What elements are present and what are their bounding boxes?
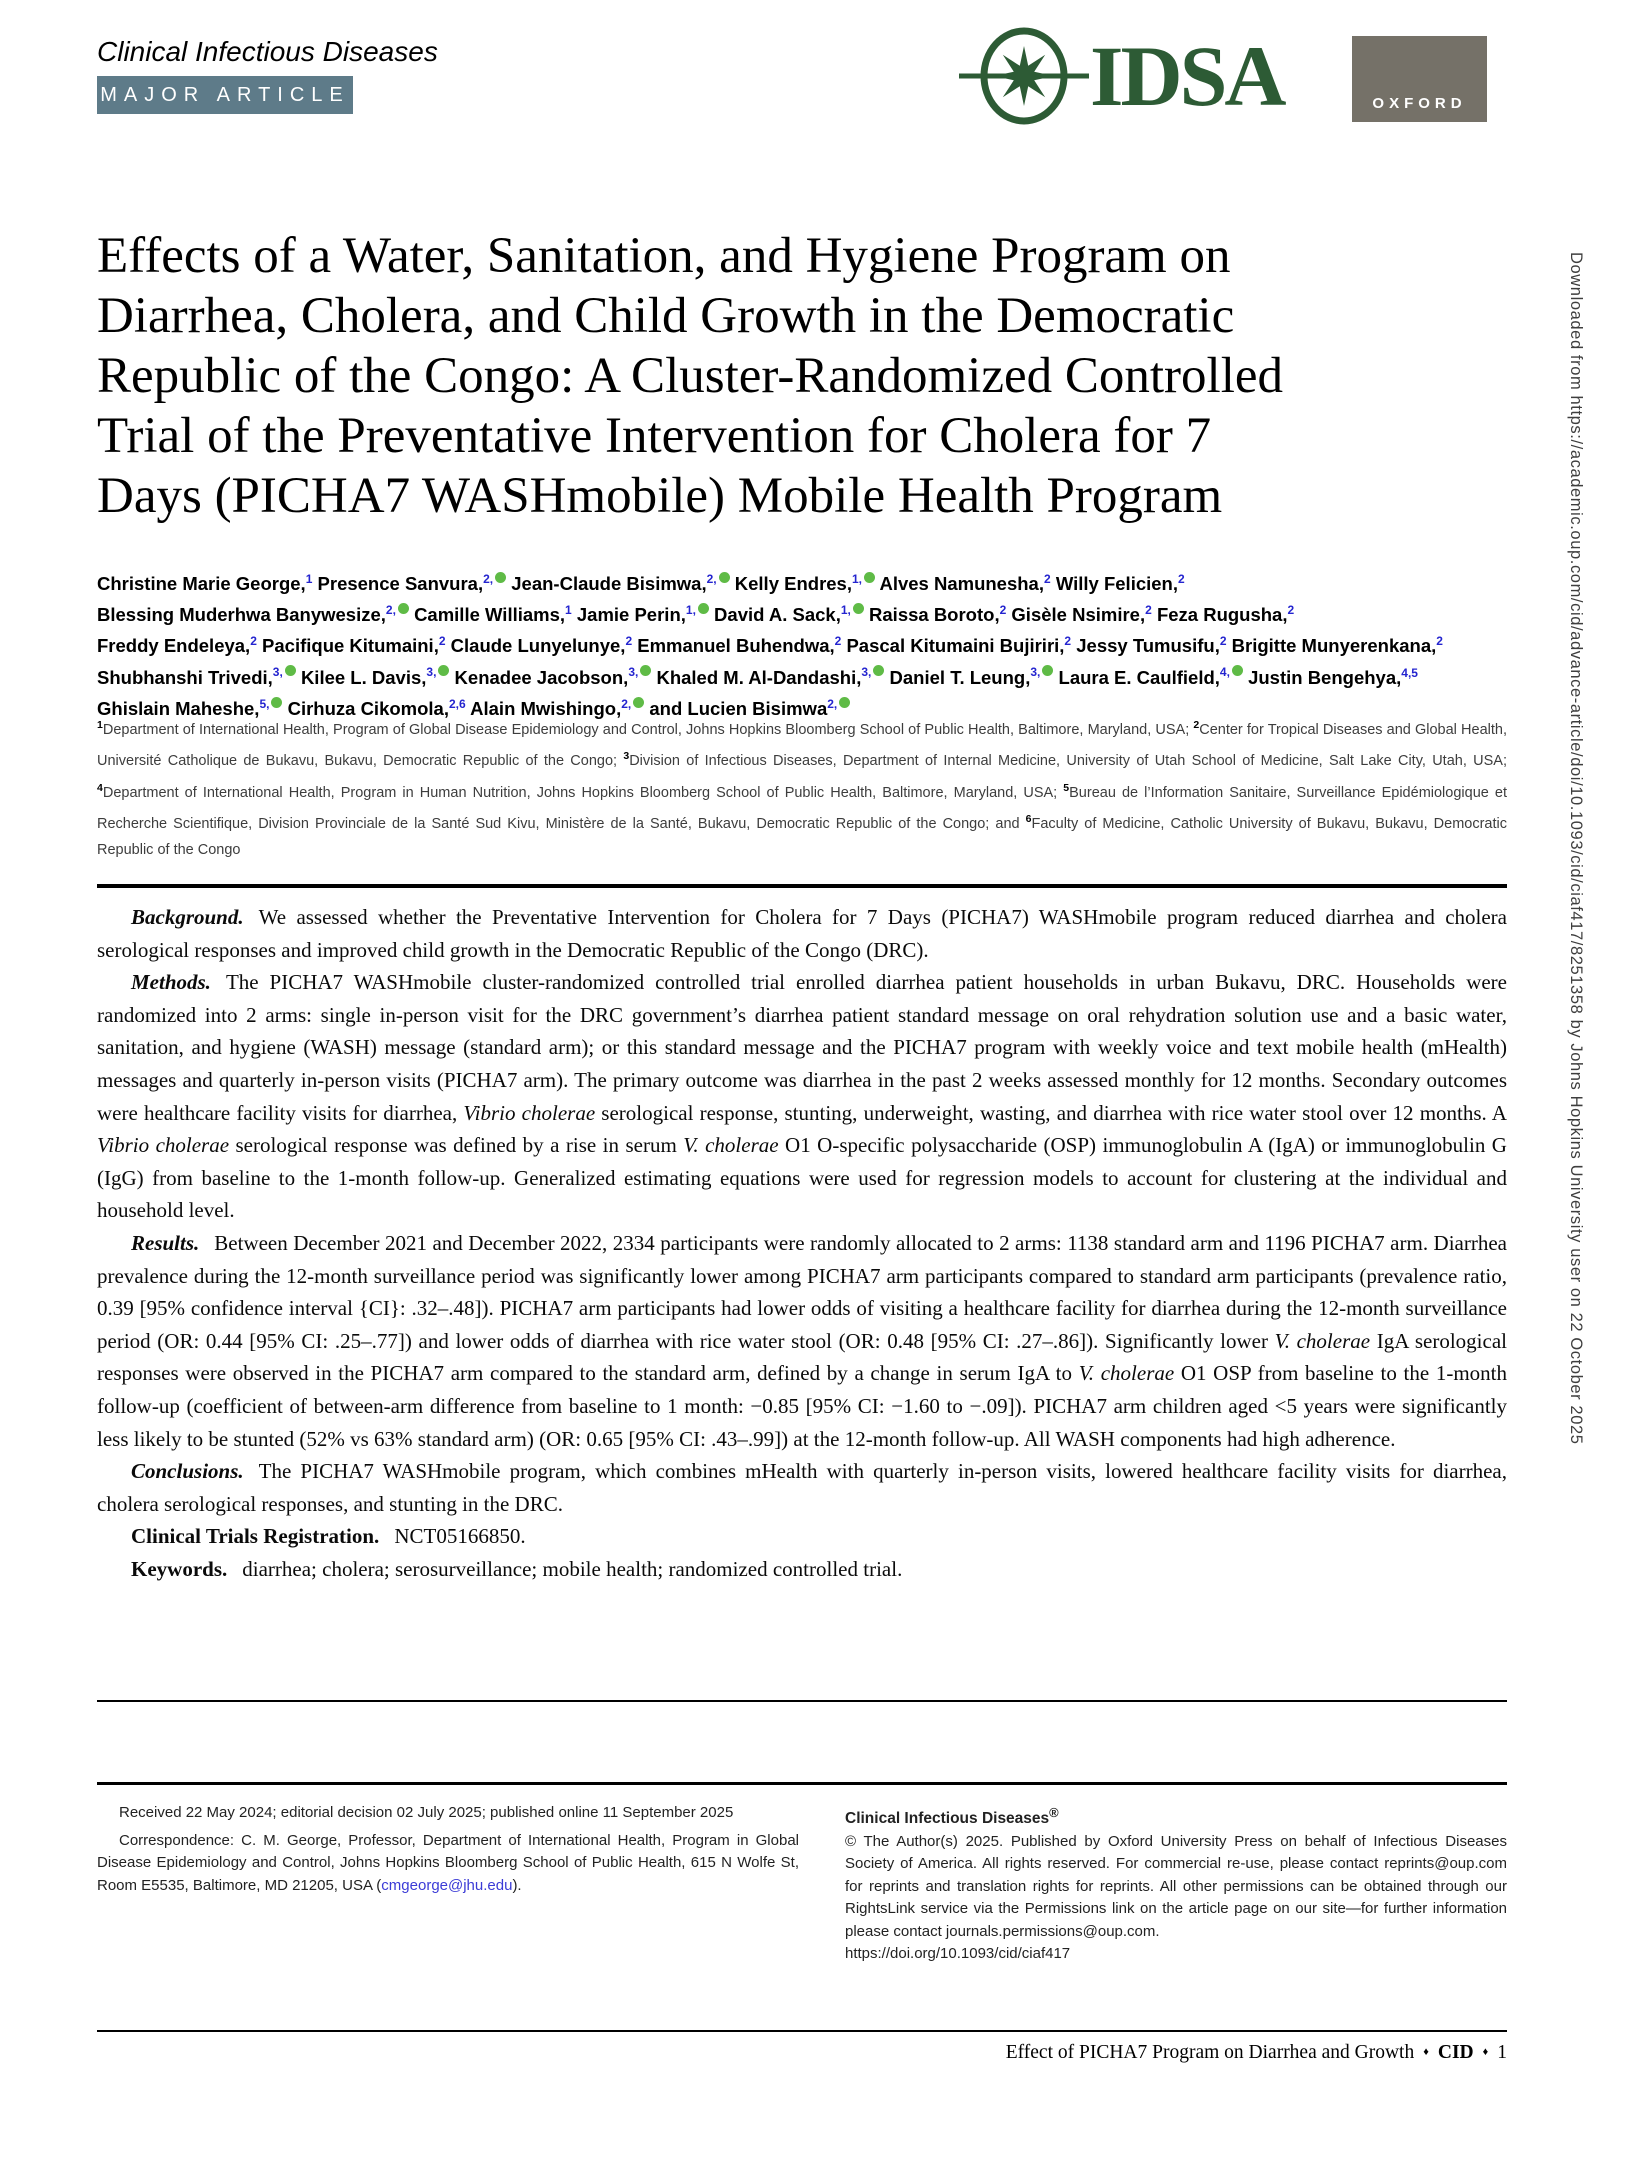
orcid-icon[interactable] <box>1232 665 1243 676</box>
idsa-logo <box>948 26 1284 126</box>
page-number: 1 <box>1497 2042 1507 2063</box>
author: Emmanuel Buhendwa,$^2$ <box>637 634 842 657</box>
orcid-icon[interactable] <box>398 603 409 614</box>
received-dates: Received 22 May 2024; editorial decision 02 July 2025; published online 11 September 2025 <box>119 1804 734 1821</box>
author: Kenadee Jacobson,$^{3,}$ <box>455 667 652 688</box>
orcid-icon[interactable] <box>495 572 506 583</box>
author: Kelly Endres,$^{1,}$ <box>735 573 875 594</box>
abstract-paragraph: Methods. The PICHA7 WASHmobile cluster-randomized controlled trial enrolled diarrhea patient households in urban Bukavu, DRC. Households were randomized into 2 arms: single in-person visit for the DRC government’s diarrhea patient standard message on oral rehydration solution use and a basic water, sanitation, and hygiene (WASH) message (standard arm); or this standard message and the PICHA7 program with weekly voice and text mobile health (mHealth) messages and quarterly in-person visits (PICHA7 arm). The primary outcome was diarrhea in the past 2 weeks assessed monthly for 12 months. Secondary outcomes were healthcare facility visits for diarrhea, Vibrio cholerae serological response, stunting, underweight, wasting, and diarrhea with rice water stool over 12 months. A Vibrio cholerae serological response was defined by a rise in serum V. cholerae O1 O-specific polysaccharide (OSP) immunoglobulin A (IgA) or immunoglobulin G (IgG) from baseline to the 1-month follow-up. Generalized estimating equations were used for regression models to account for clustering at the individual and household level. <box>97 970 1507 1223</box>
author: and Lucien Bisimwa$^{2,}$ <box>649 698 850 719</box>
author: Camille Williams,$^1$ <box>414 603 572 626</box>
idsa-wordmark: IDSA <box>1090 28 1284 124</box>
author: Pascal Kitumaini Bujiriri,$^2$ <box>846 634 1072 657</box>
footnote-rule <box>97 1782 1507 1785</box>
footer-separator-icon: ♦ <box>1423 2046 1429 2058</box>
author: Gisèle Nsimire,$^2$ <box>1011 603 1152 626</box>
doi-link[interactable]: https://doi.org/10.1093/cid/ciaf417 <box>845 1945 1071 1963</box>
abstract <box>97 901 1507 1585</box>
footer-separator-icon: ♦ <box>1482 2046 1489 2058</box>
article-title: Effects of a Water, Sanitation, and Hygiene Program on Diarrhea, Cholera, and Child Growth in the Democratic Republic of the Congo: A Cluster-Randomized Controlled Trial of the Preventative Intervention for Cholera for 7 Days (PICHA7 WASHmobile) Mobile Health Program <box>97 228 1283 524</box>
author: Justin Bengehya,$^{4,5}$ <box>1248 665 1418 688</box>
orcid-icon[interactable] <box>438 665 449 676</box>
footnote-left-column <box>97 1802 799 1902</box>
author: Khaled M. Al-Dandashi,$^{3,}$ <box>656 667 884 688</box>
orcid-icon[interactable] <box>271 697 282 708</box>
orcid-icon[interactable] <box>719 572 730 583</box>
orcid-icon[interactable] <box>633 697 644 708</box>
author: Blessing Muderhwa Banywesize,$^{2,}$ <box>97 604 409 625</box>
author: Willy Felicien,$^2$ <box>1055 572 1185 595</box>
running-title: Effect of PICHA7 Program on Diarrhea and Growth <box>1005 2042 1415 2063</box>
registered-mark: ® <box>1049 1805 1059 1820</box>
download-watermark: Downloaded from https://academic.oup.com/cid/advance-article/doi/10.1093/cid/ciaf417/8251358 by Johns Hopkins University user on 22 October 2025 <box>1567 252 1585 1445</box>
author: Laura E. Caulfield,$^{4,}$ <box>1059 667 1243 688</box>
correspondence-email-link[interactable]: cmgeorge@jhu.edu <box>381 1876 513 1894</box>
author: Daniel T. Leung,$^{3,}$ <box>890 667 1054 688</box>
orcid-icon[interactable] <box>285 665 296 676</box>
author: Jean-Claude Bisimwa,$^{2,}$ <box>511 573 729 594</box>
abstract-paragraph: Results. Between December 2021 and December 2022, 2334 participants were randomly allocated to 2 arms: 1138 standard arm and 1196 PICHA7 arm. Diarrhea prevalence during the 12-month surveillance period was significantly lower among PICHA7 arm participants compared to standard arm participants (prevalence ratio, 0.39 [95% confidence interval {CI}: .32–.48]). PICHA7 arm participants had lower odds of visiting a healthcare facility for diarrhea during the 12-month surveillance period (OR: 0.44 [95% CI: .25–.77]) and lower odds of diarrhea with rice water stool (OR: 0.48 [95% CI: .27–.86]). Significantly lower V. cholerae IgA serological responses were observed in the PICHA7 arm compared to the standard arm, defined by a change in serum IgA to V. cholerae O1 OSP from baseline to the 1-month follow-up (coefficient of between-arm difference from baseline to 1 month: −0.85 [95% CI: −1.60 to −.09]). PICHA7 arm children aged <5 years were significantly less likely to be stunted (52% vs 63% standard arm) (OR: 0.65 [95% CI: .43–.99]) at the 12-month follow-up. All WASH components had high adherence. <box>97 1230 1507 1451</box>
abstract-paragraph: Background. We assessed whether the Preventative Intervention for Cholera for 7 Days (PICHA7) WASHmobile program reduced diarrhea and cholera serological responses and improved child growth in the Democratic Republic of the Congo (DRC). <box>97 905 1507 962</box>
orcid-icon[interactable] <box>1042 665 1053 676</box>
affiliations: $^1$Department of International Health, Program of Global Disease Epidemiology and Control, Johns Hopkins Bloomberg School of Public Health, Baltimore, Maryland, USA; $^2$Center for Tropical Diseases and Global Health, Université Catholique de Bukavu, Bukavu, Democratic Republic of the Congo; $^3$Division of Infectious Diseases, Department of Internal Medicine, University of Utah School of Medicine, Salt Lake City, Utah, USA; $^4$Department of International Health, Program in Human Nutrition, Johns Hopkins Bloomberg School of Public Health, Baltimore, Maryland, USA; $^5$Bureau de l’Information Sanitaire, Surveillance Epidémiologique et Recherche Scientifique, Division Provinciale de la Santé Sud Kivu, Ministère de la Santé, Bukavu, Democratic Republic of the Congo; and $^6$Faculty of Medicine, Catholic University of Bukavu, Bukavu, Democratic Republic of the Congo <box>97 719 1507 859</box>
author: Shubhanshi Trivedi,$^{3,}$ <box>97 667 296 688</box>
article-type-badge: MAJOR ARTICLE <box>97 76 353 114</box>
author: Freddy Endeleya,$^2$ <box>97 634 257 657</box>
journal-logo: Clinical Infectious Diseases <box>97 36 438 67</box>
author: Brigitte Munyerenkana,$^2$ <box>1231 634 1443 657</box>
author: Pacifique Kitumaini,$^2$ <box>262 634 446 657</box>
orcid-icon[interactable] <box>873 665 884 676</box>
author: Raissa Boroto,$^2$ <box>869 603 1007 626</box>
author: David A. Sack,$^{1,}$ <box>714 604 864 625</box>
copyright-notice: © The Author(s) 2025. Published by Oxford University Press on behalf of Infectious Diseases Society of America. All rights reserved. For commercial re-use, please contact reprints@oup.com for reprints and translation rights for reprints. All other permissions can be obtained through our RightsLink service via the Permissions link on the article page on our site—for further information please contact journals.permissions@oup.com. <box>845 1832 1507 1940</box>
correspondence-note: Correspondence: C. M. George, Professor, Department of International Health, Program in Global Disease Epidemiology and Control, Johns Hopkins Bloomberg School of Public Health, 615 N Wolfe St, Room E5535, Baltimore, MD 21205, USA (cmgeorge@jhu.edu). <box>97 1831 799 1894</box>
author: Kilee L. Davis,$^{3,}$ <box>301 667 449 688</box>
abstract-paragraph: Clinical Trials Registration. NCT05166850. <box>131 1524 526 1549</box>
orcid-icon[interactable] <box>839 697 850 708</box>
abstract-bottom-rule <box>97 1700 1507 1702</box>
author: Jessy Tumusifu,$^2$ <box>1076 634 1227 657</box>
author: Presence Sanvura,$^{2,}$ <box>318 573 507 594</box>
abstract-paragraph: Conclusions. The PICHA7 WASHmobile program, which combines mHealth with quarterly in-person visits, lowered healthcare facility visits for diarrhea, cholera serological responses, and stunting in the DRC. <box>97 1459 1507 1516</box>
page-footer <box>97 2042 1507 2064</box>
author-list <box>97 566 1512 722</box>
author: Claude Lunyelunye,$^2$ <box>450 634 633 657</box>
orcid-icon[interactable] <box>853 603 864 614</box>
author: Jamie Perin,$^{1,}$ <box>577 604 709 625</box>
abstract-paragraph: Keywords. diarrhea; cholera; serosurveillance; mobile health; randomized controlled trial. <box>131 1556 903 1581</box>
journal-abbrev: CID <box>1437 2042 1474 2063</box>
author: Cirhuza Cikomola,$^{2,6}$ <box>287 696 466 719</box>
author: Ghislain Maheshe,$^{5,}$ <box>97 698 282 719</box>
journal-imprint: Clinical Infectious Diseases® <box>845 1805 1059 1828</box>
author: Alves Namunesha,$^2$ <box>879 572 1051 595</box>
footnote-right-column <box>845 1802 1507 1966</box>
page-footer-rule <box>97 2030 1507 2032</box>
orcid-icon[interactable] <box>698 603 709 614</box>
oxford-wordmark: OXFORD <box>1372 95 1467 112</box>
abstract-top-rule <box>97 884 1507 888</box>
orcid-icon[interactable] <box>640 665 651 676</box>
orcid-icon[interactable] <box>864 572 875 583</box>
author: Christine Marie George,$^1$ <box>97 572 313 595</box>
author: Feza Rugusha,$^2$ <box>1156 603 1295 626</box>
idsa-compass-icon <box>948 26 1100 126</box>
oxford-logo <box>1352 36 1487 122</box>
author: Alain Mwishingo,$^{2,}$ <box>470 698 644 719</box>
